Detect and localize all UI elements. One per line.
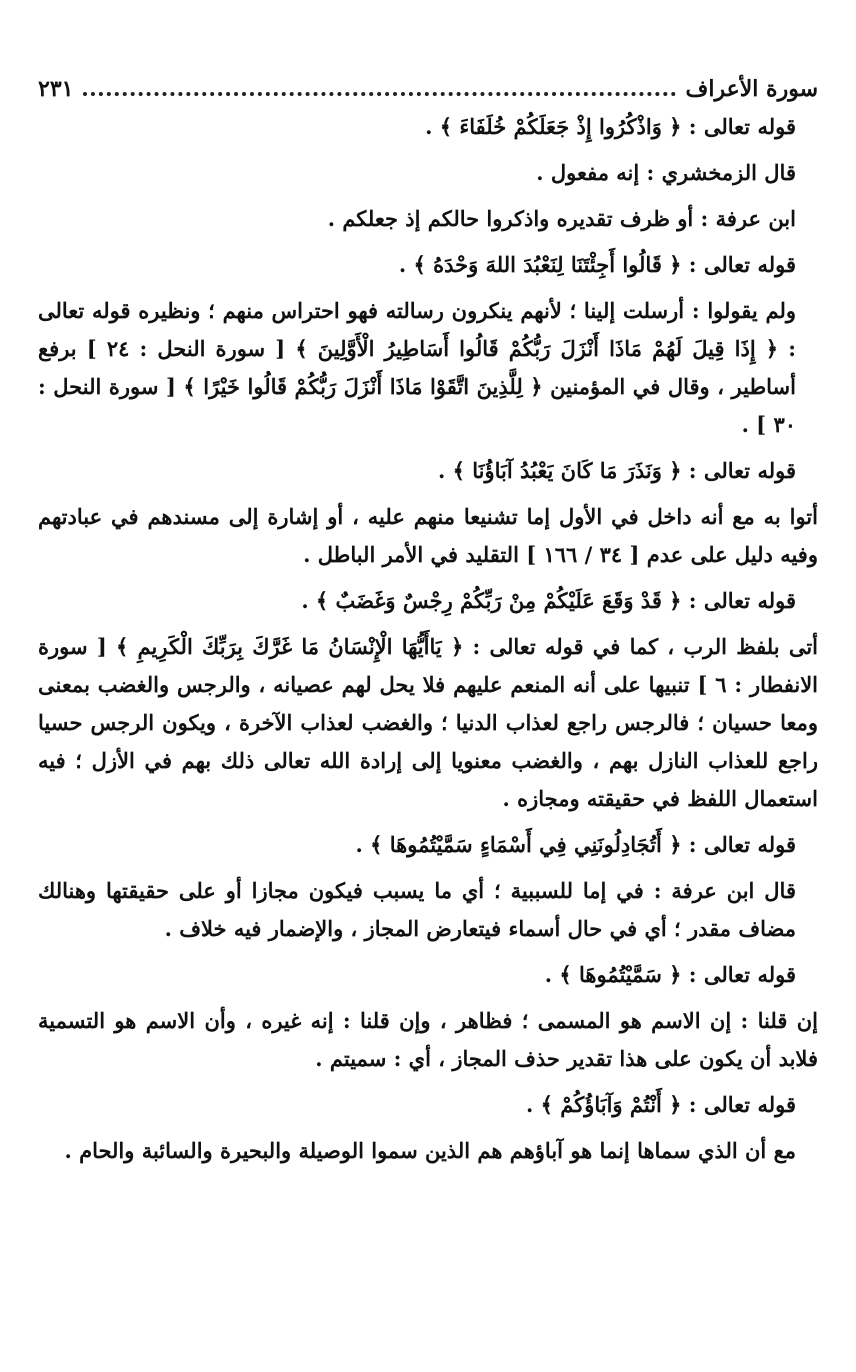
paragraph: ابن عرفة : أو ظرف تقديره واذكروا حالكم إذ جعلكم . xyxy=(327,206,796,231)
page-number: ٢٣١ xyxy=(38,76,74,102)
page-header xyxy=(38,70,818,104)
paragraph: قوله تعالى : ﴿ قَدْ وَقَعَ عَلَيْكُمْ مِنْ رَبِّكُمْ رِجْسٌ وَغَضَبٌ ﴾ . xyxy=(301,588,796,613)
header-dotted-leader xyxy=(83,92,675,96)
paragraph: أتى بلفظ الرب ، كما في قوله تعالى : ﴿ يَاأَيُّهَا الْإِنْسَانُ مَا غَرَّكَ بِرَبِّكَ الْكَرِيمِ ﴾ [ سورة الانفطار : ٦ ] تنبيها على أنه المنعم عليهم فلا يحل لهم عصيانه ، والرجس والغضب بمعنى ومعا حسيان ؛ فالرجس راجع لعذاب الدنيا ؛ والغضب لعذاب الآخرة ، ويكون الرجس حسيا راجع للعذاب النازل بهم ، والغضب معنويا إلى إرادة الله تعالى ذلك بهم في الأزل ؛ فيه استعمال اللفظ في حقيقته ومجازه . xyxy=(38,634,819,811)
paragraph: ولم يقولوا : أرسلت إلينا ؛ لأنهم ينكرون رسالته فهو احتراس منهم ؛ ونظيره قوله تعالى : ﴿ إِذَا قِيلَ لَهُمْ مَاذَا أَنْزَلَ رَبُّكُمْ قَالُوا أَسَاطِيرُ الْأَوَّلِينَ ﴾ [ سورة النحل : ٢٤ ] برفع أساطير ، وقال في المؤمنين ﴿ لِلَّذِينَ اتَّقَوْا مَاذَا أَنْزَلَ رَبُّكُمْ قَالُوا خَيْرًا ﴾ [ سورة النحل : ٣٠ ] . xyxy=(38,298,796,437)
paragraph: قوله تعالى : ﴿ أَتُجَادِلُونَنِي فِي أَسْمَاءٍ سَمَّيْتُمُوهَا ﴾ . xyxy=(355,832,796,857)
page-body xyxy=(38,108,818,1170)
paragraph: قال الزمخشري : إنه مفعول . xyxy=(536,160,796,185)
paragraph: قوله تعالى : ﴿ سَمَّيْتُمُوهَا ﴾ . xyxy=(544,962,796,987)
surah-title: سورة الأعراف xyxy=(685,76,818,102)
paragraph: أتوا به مع أنه داخل في الأول إما تشنيعا منهم عليه ، أو إشارة إلى مسندهم في عبادتهم وفيه دليل على عدم [ ٣٤ / ١٦٦ ] التقليد في الأمر الباطل . xyxy=(38,504,818,567)
paragraph: قوله تعالى : ﴿ قَالُوا أَجِئْتَنَا لِنَعْبُدَ اللهَ وَحْدَهُ ﴾ . xyxy=(398,252,796,277)
paragraph: قوله تعالى : ﴿ أَنْتُمْ وَآبَاؤُكُمْ ﴾ . xyxy=(526,1092,796,1117)
paragraph: قوله تعالى : ﴿ وَنَذَرَ مَا كَانَ يَعْبُدُ آبَاؤُنَا ﴾ . xyxy=(437,458,796,483)
paragraph: إن قلنا : إن الاسم هو المسمى ؛ فظاهر ، وإن قلنا : إنه غيره ، وأن الاسم هو التسمية فلابد أن يكون على هذا تقدير حذف المجاز ، أي : سميتم . xyxy=(38,1008,818,1071)
paragraph: قال ابن عرفة : في إما للسببية ؛ أي ما يسبب فيكون مجازا أو على حقيقتها وهنالك مضاف مقدر ؛ أي في حال أسماء فيتعارض المجاز ، والإضمار فيه خلاف . xyxy=(38,878,796,941)
paragraph: قوله تعالى : ﴿ وَاذْكُرُوا إِذْ جَعَلَكُمْ خُلَفَاءَ ﴾ . xyxy=(425,114,796,139)
paragraph: مع أن الذي سماها إنما هو آباؤهم هم الذين سموا الوصيلة والبحيرة والسائبة والحام . xyxy=(64,1138,796,1163)
